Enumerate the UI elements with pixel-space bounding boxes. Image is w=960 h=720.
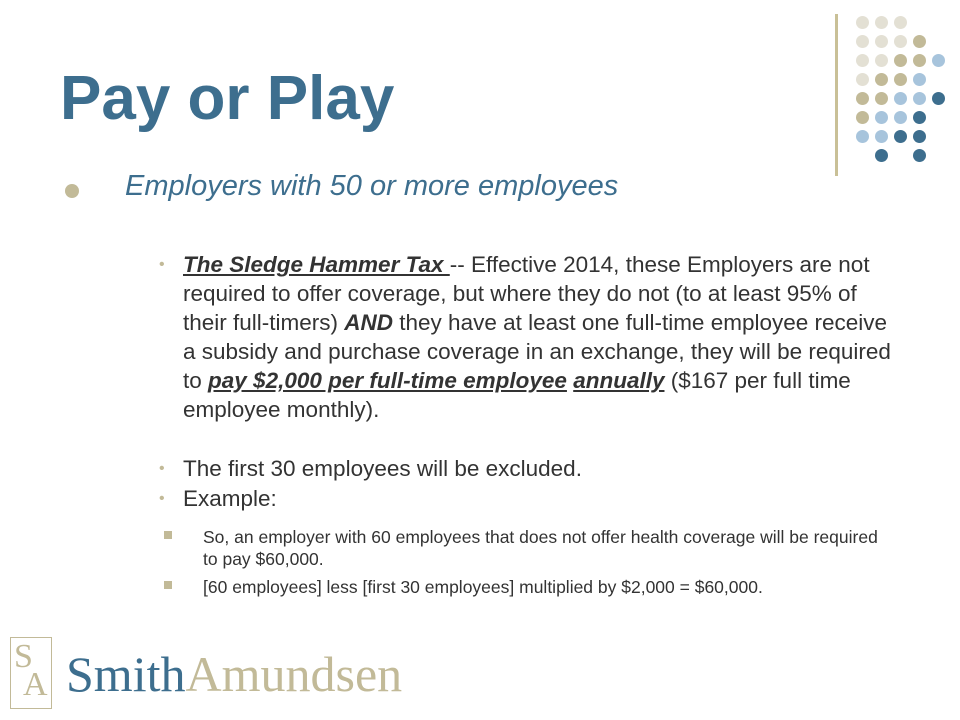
smithamundsen-logo — [10, 635, 403, 710]
dot — [856, 35, 869, 48]
dot — [894, 130, 907, 143]
dot — [894, 54, 907, 67]
logo-name-amundsen: Amundsen — [185, 646, 403, 702]
dot — [913, 73, 926, 86]
logo-mark-a: A — [23, 666, 48, 703]
dot — [856, 130, 869, 143]
logo-mark — [10, 637, 52, 709]
dot — [913, 111, 926, 124]
dot — [913, 35, 926, 48]
dot — [894, 35, 907, 48]
pay-amount-text: pay $2,000 per full-time employee — [208, 368, 567, 393]
dot — [913, 54, 926, 67]
dot — [875, 92, 888, 105]
detail-bullet-1 — [203, 526, 893, 570]
text-segment: ($167 per full time employee monthly). — [183, 368, 851, 422]
sub-bullet-exclusion — [159, 454, 903, 483]
text-segment: they have at least one full-time employee receive a subsidy and purchase coverage in an exchange, they will be required to — [183, 310, 891, 393]
dot — [875, 130, 888, 143]
slide-title: Pay or Play — [60, 64, 395, 133]
square-bullet-icon — [164, 531, 172, 539]
decorative-vertical-line — [835, 14, 838, 176]
bullet-level1-text: Employers with 50 or more employees — [125, 170, 619, 202]
logo-name-smith: Smith — [66, 646, 186, 702]
dot — [932, 92, 945, 105]
sub-bullet-text: Example: — [183, 486, 277, 511]
bullet-marker-icon: • — [159, 490, 165, 507]
annually-text: annually — [573, 368, 665, 393]
dot — [856, 92, 869, 105]
sub-bullet-example — [159, 484, 903, 513]
logo-mark-s: S — [14, 638, 33, 675]
square-bullet-icon — [164, 581, 172, 589]
dot — [875, 16, 888, 29]
text-segment: -- Effective 2014, these Employers are not required to offer coverage, but where they do not (to at least 95% of their full-timers) — [183, 252, 870, 335]
dot — [894, 111, 907, 124]
detail-text: So, an employer with 60 employees that does not offer health coverage will be required to pay $60,000. — [203, 527, 878, 569]
detail-bullet-2 — [203, 576, 893, 598]
dot — [856, 73, 869, 86]
dot — [856, 111, 869, 124]
detail-text: [60 employees] less [first 30 employees] multiplied by $2,000 = $60,000. — [203, 577, 763, 597]
dot — [894, 92, 907, 105]
dot — [875, 149, 888, 162]
dot — [856, 16, 869, 29]
sub-bullet-sledge-hammer-tax — [159, 250, 903, 424]
dot — [875, 73, 888, 86]
dot — [913, 130, 926, 143]
logo-wordmark — [66, 646, 403, 702]
dot — [932, 54, 945, 67]
dot — [894, 73, 907, 86]
dot — [875, 35, 888, 48]
dot — [913, 149, 926, 162]
dot — [913, 92, 926, 105]
dot — [875, 111, 888, 124]
sub-bullet-text: The first 30 employees will be excluded. — [183, 456, 582, 481]
dot — [875, 54, 888, 67]
round-bullet-icon — [65, 184, 79, 198]
sledge-hammer-link-text: The Sledge Hammer Tax — [183, 252, 450, 277]
dot — [856, 54, 869, 67]
bullet-marker-icon: • — [159, 460, 165, 477]
dot — [894, 16, 907, 29]
emphasis-and: AND — [344, 310, 394, 335]
bullet-marker-icon: • — [159, 256, 165, 273]
